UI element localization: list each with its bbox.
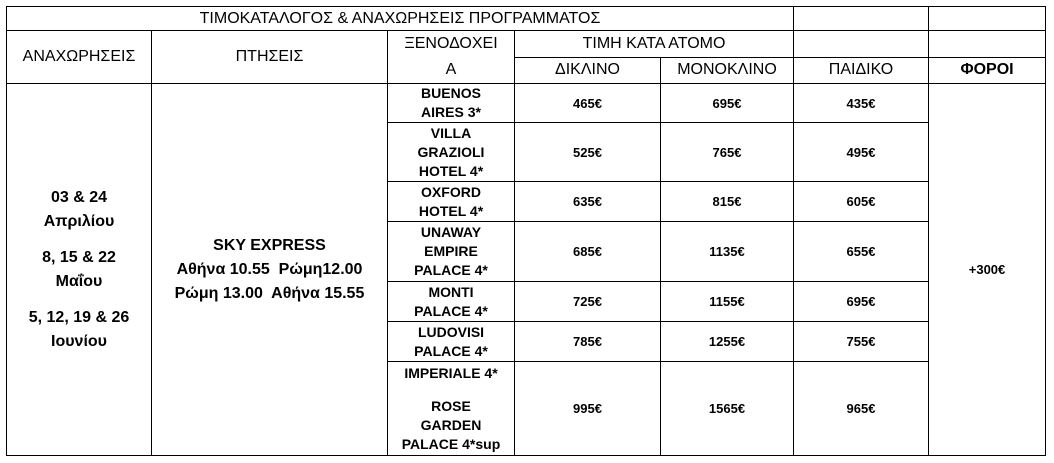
header-hotels: ΞΕΝΟΔΟΧΕΙ Α	[388, 31, 515, 84]
price-double: 785€	[515, 322, 661, 362]
header-single: ΜΟΝΟΚΛΙΝΟ	[661, 57, 794, 84]
departures-cell: 03 & 24 Απριλίου 8, 15 & 22 Μαΐου 5, 12, 19 & 26 Ιουνίου	[7, 84, 152, 456]
hotel-name: VILLA GRAZIOLI HOTEL 4*	[388, 123, 515, 182]
price-child: 655€	[794, 222, 929, 282]
hotel-name: MONTI PALACE 4*	[388, 282, 515, 322]
price-single: 1155€	[661, 282, 794, 322]
header-departures: ΑΝΑΧΩΡΗΣΕΙΣ	[7, 31, 152, 84]
header-price-per-person: ΤΙΜΗ ΚΑΤΑ ΑΤΟΜΟ	[515, 31, 794, 58]
price-child: 695€	[794, 282, 929, 322]
price-double: 635€	[515, 182, 661, 222]
header-double: ΔΙΚΛΙΝΟ	[515, 57, 661, 84]
price-double: 685€	[515, 222, 661, 282]
price-child: 965€	[794, 362, 929, 456]
header-child: ΠΑΙΔΙΚΟ	[794, 57, 929, 84]
price-double: 725€	[515, 282, 661, 322]
price-single: 765€	[661, 123, 794, 182]
price-single: 1565€	[661, 362, 794, 456]
price-child: 605€	[794, 182, 929, 222]
price-single: 695€	[661, 84, 794, 123]
hotel-name: OXFORD HOTEL 4*	[388, 182, 515, 222]
price-double: 995€	[515, 362, 661, 456]
price-table	[6, 6, 1046, 456]
empty-header-cell	[794, 7, 929, 31]
table-title: ΤΙΜΟΚΑΤΑΛΟΓΟΣ & ΑΝΑΧΩΡΗΣΕΙΣ ΠΡΟΓΡΑΜΜΑΤΟΣ	[7, 7, 794, 31]
empty-header-cell	[929, 31, 1046, 58]
empty-header-cell	[794, 31, 929, 58]
hotel-name: BUENOS AIRES 3*	[388, 84, 515, 123]
hotel-name: LUDOVISI PALACE 4*	[388, 322, 515, 362]
price-child: 755€	[794, 322, 929, 362]
price-single: 1135€	[661, 222, 794, 282]
price-double: 465€	[515, 84, 661, 123]
price-single: 815€	[661, 182, 794, 222]
hotel-name: IMPERIALE 4* ROSE GARDEN PALACE 4*sup	[388, 362, 515, 456]
header-taxes: ΦΟΡΟΙ	[929, 57, 1046, 84]
price-child: 495€	[794, 123, 929, 182]
flights-cell: SKY EXPRESS Αθήνα 10.55 Ρώμη12.00 Ρώμη 13.00 Αθήνα 15.55	[152, 84, 388, 456]
hotel-name: UNAWAY EMPIRE PALACE 4*	[388, 222, 515, 282]
header-flights: ΠΤΗΣΕΙΣ	[152, 31, 388, 84]
price-double: 525€	[515, 123, 661, 182]
empty-header-cell	[929, 7, 1046, 31]
price-single: 1255€	[661, 322, 794, 362]
taxes-value: +300€	[929, 84, 1046, 456]
price-child: 435€	[794, 84, 929, 123]
